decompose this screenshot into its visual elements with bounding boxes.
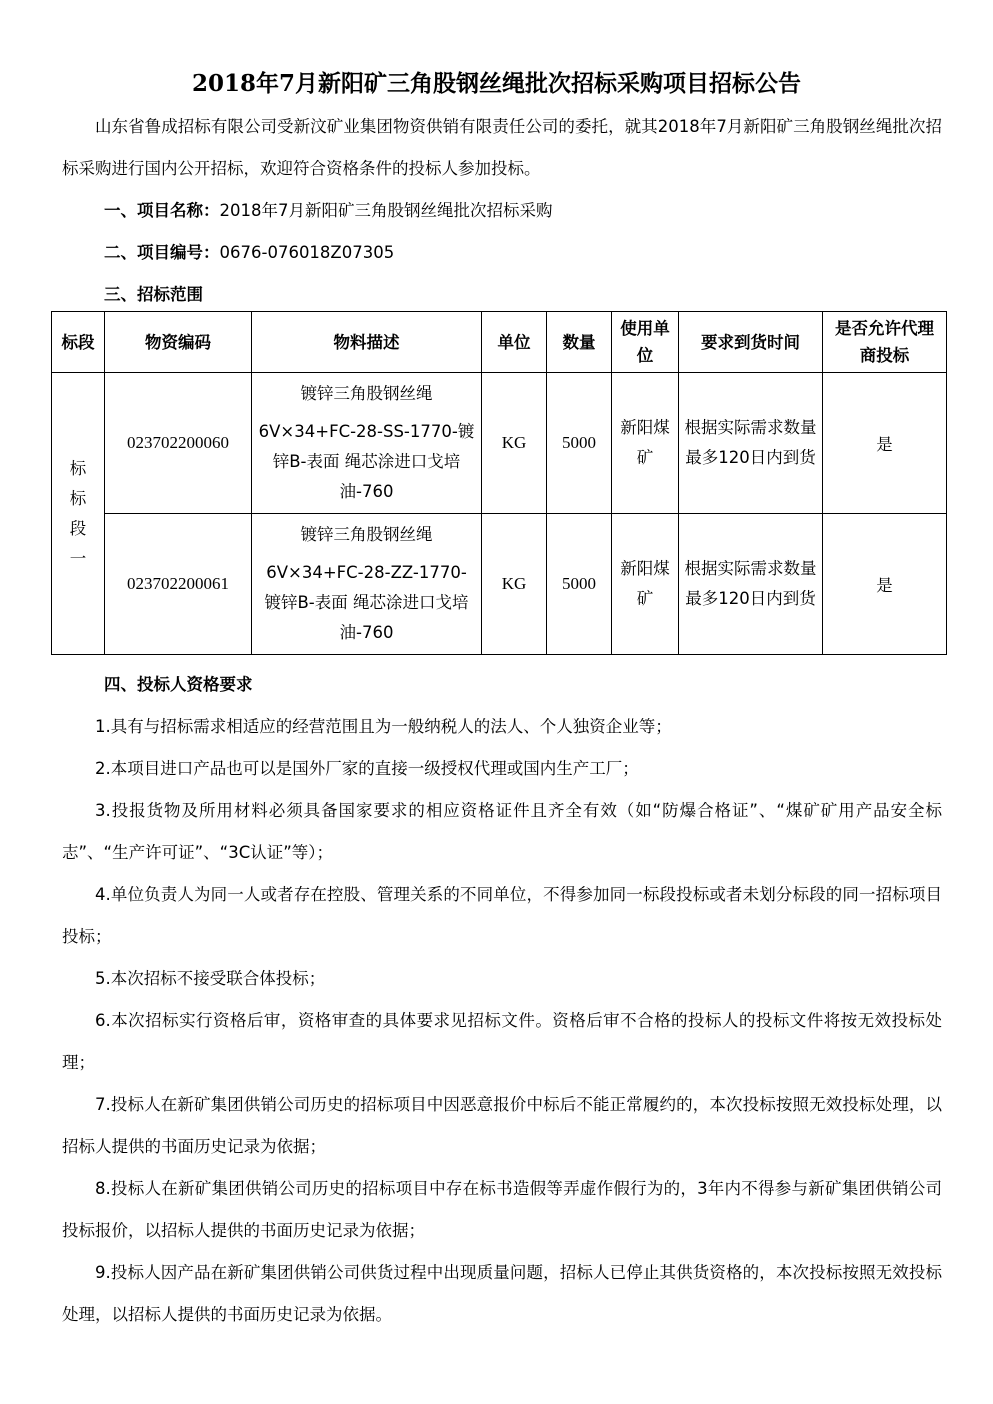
header-description: 物料描述 <box>252 312 482 373</box>
header-code: 物资编码 <box>105 312 252 373</box>
description-line2: 6V×34+FC-28-ZZ-1770-镀锌B-表面 绳芯涂进口戈培油-760 <box>264 563 469 642</box>
table-row <box>52 514 947 655</box>
agent-cell: 是 <box>823 373 947 514</box>
quantity-cell: 5000 <box>547 373 612 514</box>
description-line1: 镀锌三角股钢丝绳 <box>300 384 433 403</box>
project-name-label: 一、项目名称： <box>104 201 220 220</box>
project-name-line <box>104 190 944 232</box>
qualification-item-9: 9.投标人因产品在新矿集团供销公司供货过程中出现质量问题，招标人已停止其供货资格的，本次投标按照无效投标处理，以招标人提供的书面历史记录为依据。 <box>62 1263 942 1324</box>
qualification-item-2: 2.本项目进口产品也可以是国外厂家的直接一级授权代理或国内生产工厂； <box>95 759 639 778</box>
delivery-cell: 根据实际需求数量最多120日内到货 <box>679 373 823 514</box>
segment-label: 标标段一 <box>69 458 87 568</box>
table-row <box>52 373 947 514</box>
intro-paragraph: 山东省鲁成招标有限公司受新汶矿业集团物资供销有限责任公司的委托，就其2018年7月新阳矿三角股钢丝绳批次招标采购进行国内公开招标，欢迎符合资格条件的投标人参加投标。 <box>62 117 942 178</box>
qualification-item-5: 5.本次招标不接受联合体投标； <box>95 969 326 988</box>
table-header-row <box>52 312 947 373</box>
qualification-item-4: 4.单位负责人为同一人或者存在控股、管理关系的不同单位，不得参加同一标段投标或者未划分标段的同一招标项目投标； <box>62 885 942 946</box>
quantity-cell: 5000 <box>547 514 612 655</box>
material-code: 023702200061 <box>105 514 252 655</box>
qualification-item-7: 7.投标人在新矿集团供销公司历史的招标项目中因恶意报价中标后不能正常履约的，本次投标按照无效投标处理，以招标人提供的书面历史记录为依据； <box>62 1095 942 1156</box>
scope-heading <box>104 274 944 316</box>
header-unit: 单位 <box>482 312 547 373</box>
user-cell: 新阳煤矿 <box>612 514 679 655</box>
material-code: 023702200060 <box>105 373 252 514</box>
agent-cell: 是 <box>823 514 947 655</box>
segment-cell <box>52 373 105 655</box>
user-cell: 新阳煤矿 <box>612 373 679 514</box>
scope-table <box>51 311 947 655</box>
project-number-label: 二、项目编号： <box>104 243 220 262</box>
project-name-value: 2018年7月新阳矿三角股钢丝绳批次招标采购 <box>219 201 553 220</box>
qualification-item-6: 6.本次招标实行资格后审，资格审查的具体要求见招标文件。资格后审不合格的投标人的投标文件将按无效投标处理； <box>62 1011 942 1072</box>
unit-cell: KG <box>482 514 547 655</box>
qualification-heading-label: 四、投标人资格要求 <box>104 675 253 694</box>
description-line2: 6V×34+FC-28-SS-1770-镀锌B-表面 绳芯涂进口戈培油-760 <box>258 422 475 501</box>
qualification-item-3: 3.投报货物及所用材料必须具备国家要求的相应资格证件且齐全有效（如“防爆合格证”、“煤矿矿用产品安全标志”、“生产许可证”、“3C认证”等）； <box>62 801 942 862</box>
header-quantity: 数量 <box>547 312 612 373</box>
qualification-heading <box>104 664 944 706</box>
header-segment: 标段 <box>52 312 105 373</box>
unit-cell: KG <box>482 373 547 514</box>
header-user: 使用单位 <box>612 312 679 373</box>
page-title: 2018年7月新阳矿三角股钢丝绳批次招标采购项目招标公告 <box>191 70 802 97</box>
material-description <box>252 514 482 655</box>
project-number-value: 0676-076018Z07305 <box>219 243 395 262</box>
material-description <box>252 373 482 514</box>
project-number-line <box>104 232 944 274</box>
qualification-item-1: 1.具有与招标需求相适应的经营范围且为一般纳税人的法人、个人独资企业等； <box>95 717 672 736</box>
scope-heading-label: 三、招标范围 <box>104 285 203 304</box>
header-delivery: 要求到货时间 <box>679 312 823 373</box>
delivery-cell: 根据实际需求数量最多120日内到货 <box>679 514 823 655</box>
description-line1: 镀锌三角股钢丝绳 <box>300 525 433 544</box>
qualification-item-8: 8.投标人在新矿集团供销公司历史的招标项目中存在标书造假等弄虚作假行为的，3年内不得参与新矿集团供销公司投标报价，以招标人提供的书面历史记录为依据； <box>62 1179 942 1240</box>
header-agent: 是否允许代理商投标 <box>823 312 947 373</box>
